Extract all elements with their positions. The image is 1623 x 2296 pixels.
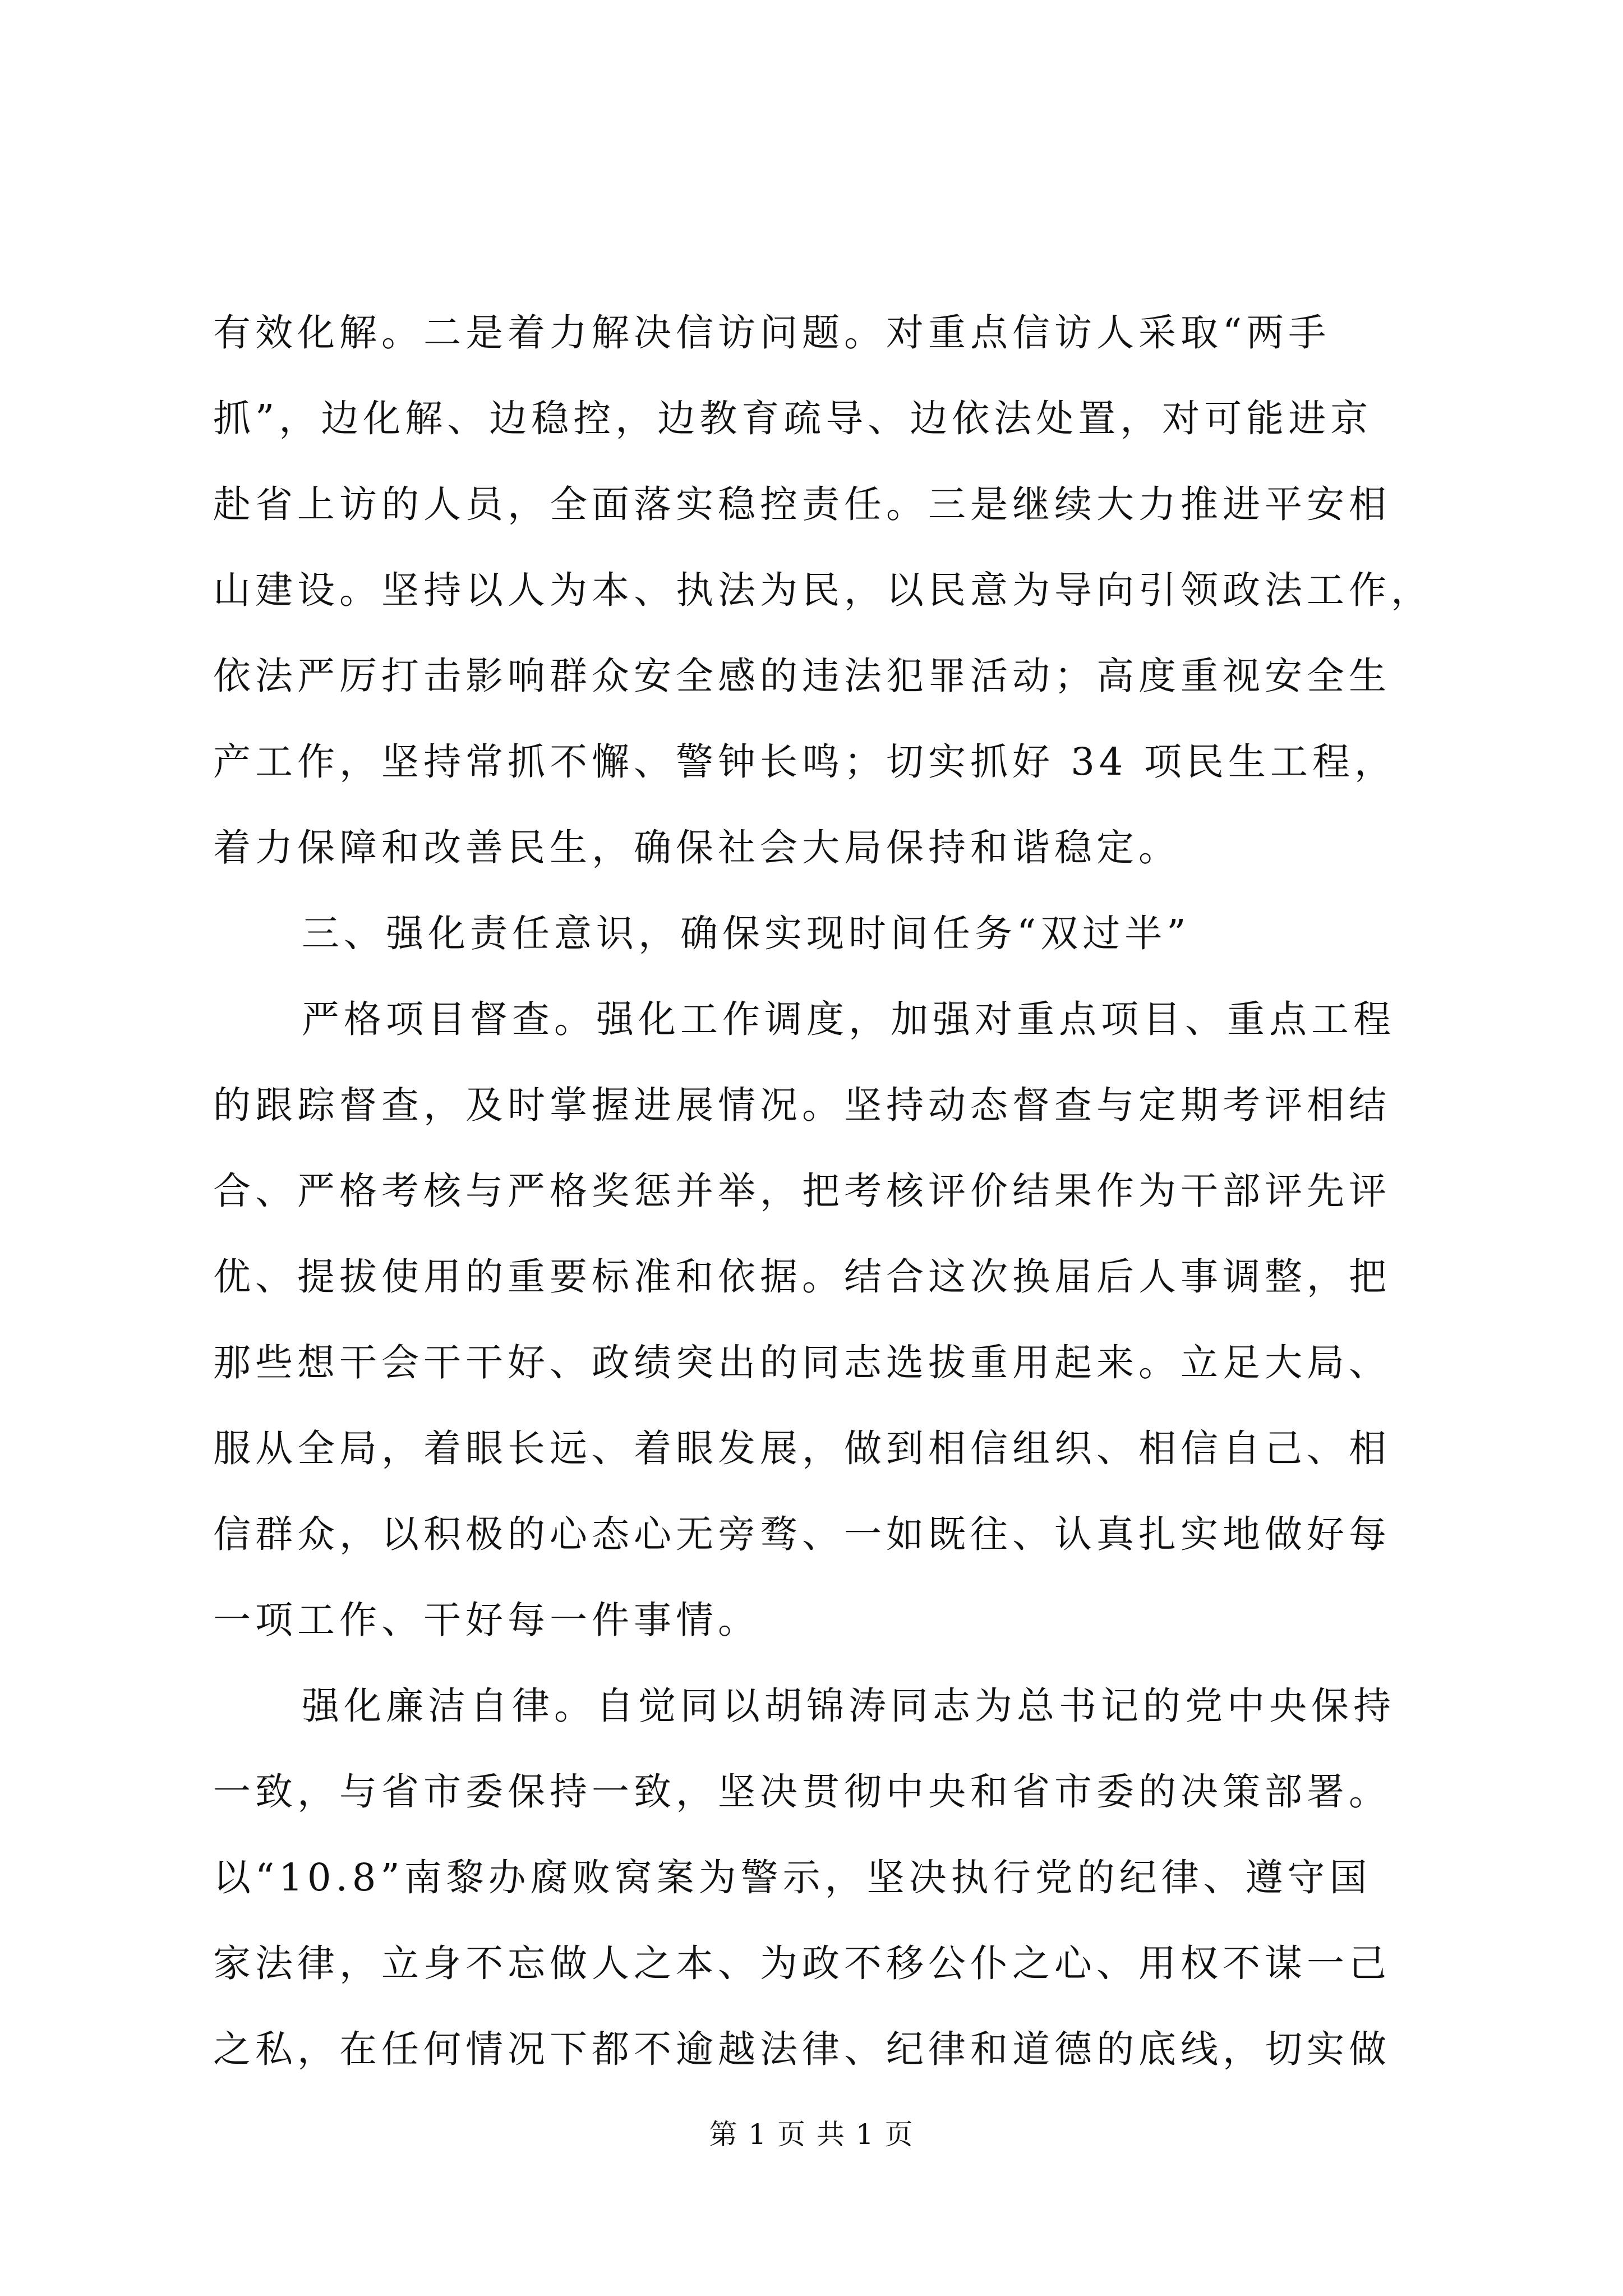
text-line: 优、提拔使用的重要标准和依据。结合这次换届后人事调整，把 xyxy=(213,1255,1391,1299)
text-line: 合、严格考核与严格奖惩并举，把考核评价结果作为干部评先评 xyxy=(213,1169,1391,1213)
text-line: 的跟踪督查，及时掌握进展情况。坚持动态督查与定期考评相结 xyxy=(213,1083,1391,1127)
text-line: 那些想干会干干好、政绩突出的同志选拔重用起来。立足大局、 xyxy=(213,1341,1391,1384)
text-line: 以“10.8”南黎办腐败窝案为警示，坚决执行党的纪律、遵守国 xyxy=(213,1856,1372,1899)
text-line: 强化廉洁自律。自觉同以胡锦涛同志为总书记的党中央保持 xyxy=(302,1684,1395,1728)
text-line: 一项工作、干好每一件事情。 xyxy=(213,1598,760,1642)
section-heading: 三、强化责任意识，确保实现时间任务“双过半” xyxy=(302,912,1191,955)
text-line: 之私，在任何情况下都不逾越法律、纪律和道德的底线，切实做 xyxy=(213,2027,1391,2071)
text-line: 赴省上访的人员，全面落实稳控责任。三是继续大力推进平安相 xyxy=(213,482,1391,526)
text-line: 家法律，立身不忘做人之本、为政不移公仆之心、用权不谋一己 xyxy=(213,1941,1391,1985)
text-line: 严格项目督查。强化工作调度，加强对重点项目、重点工程 xyxy=(302,997,1395,1041)
text-line: 有效化解。二是着力解决信访问题。对重点信访人采取“两手 xyxy=(213,311,1331,355)
text-line: 产工作，坚持常抓不懈、警钟长鸣；切实抓好 34 项民生工程， xyxy=(213,740,1396,784)
page-number-footer: 第 1 页 共 1 页 xyxy=(709,2118,914,2151)
text-line: 抓”，边化解、边稳控，边教育疏导、边依法处置，对可能进京 xyxy=(213,397,1373,440)
text-line: 一致，与省市委保持一致，坚决贯彻中央和省市委的决策部署。 xyxy=(213,1770,1391,1814)
text-line: 山建设。坚持以人为本、执法为民，以民意为导向引领政法工作， xyxy=(213,568,1433,612)
text-line: 依法严厉打击影响群众安全感的违法犯罪活动；高度重视安全生 xyxy=(213,654,1391,698)
text-line: 着力保障和改善民生，确保社会大局保持和谐稳定。 xyxy=(213,826,1181,869)
text-line: 信群众，以积极的心态心无旁骛、一如既往、认真扎实地做好每 xyxy=(213,1512,1391,1556)
text-line: 服从全局，着眼长远、着眼发展，做到相信组织、相信自己、相 xyxy=(213,1427,1391,1470)
